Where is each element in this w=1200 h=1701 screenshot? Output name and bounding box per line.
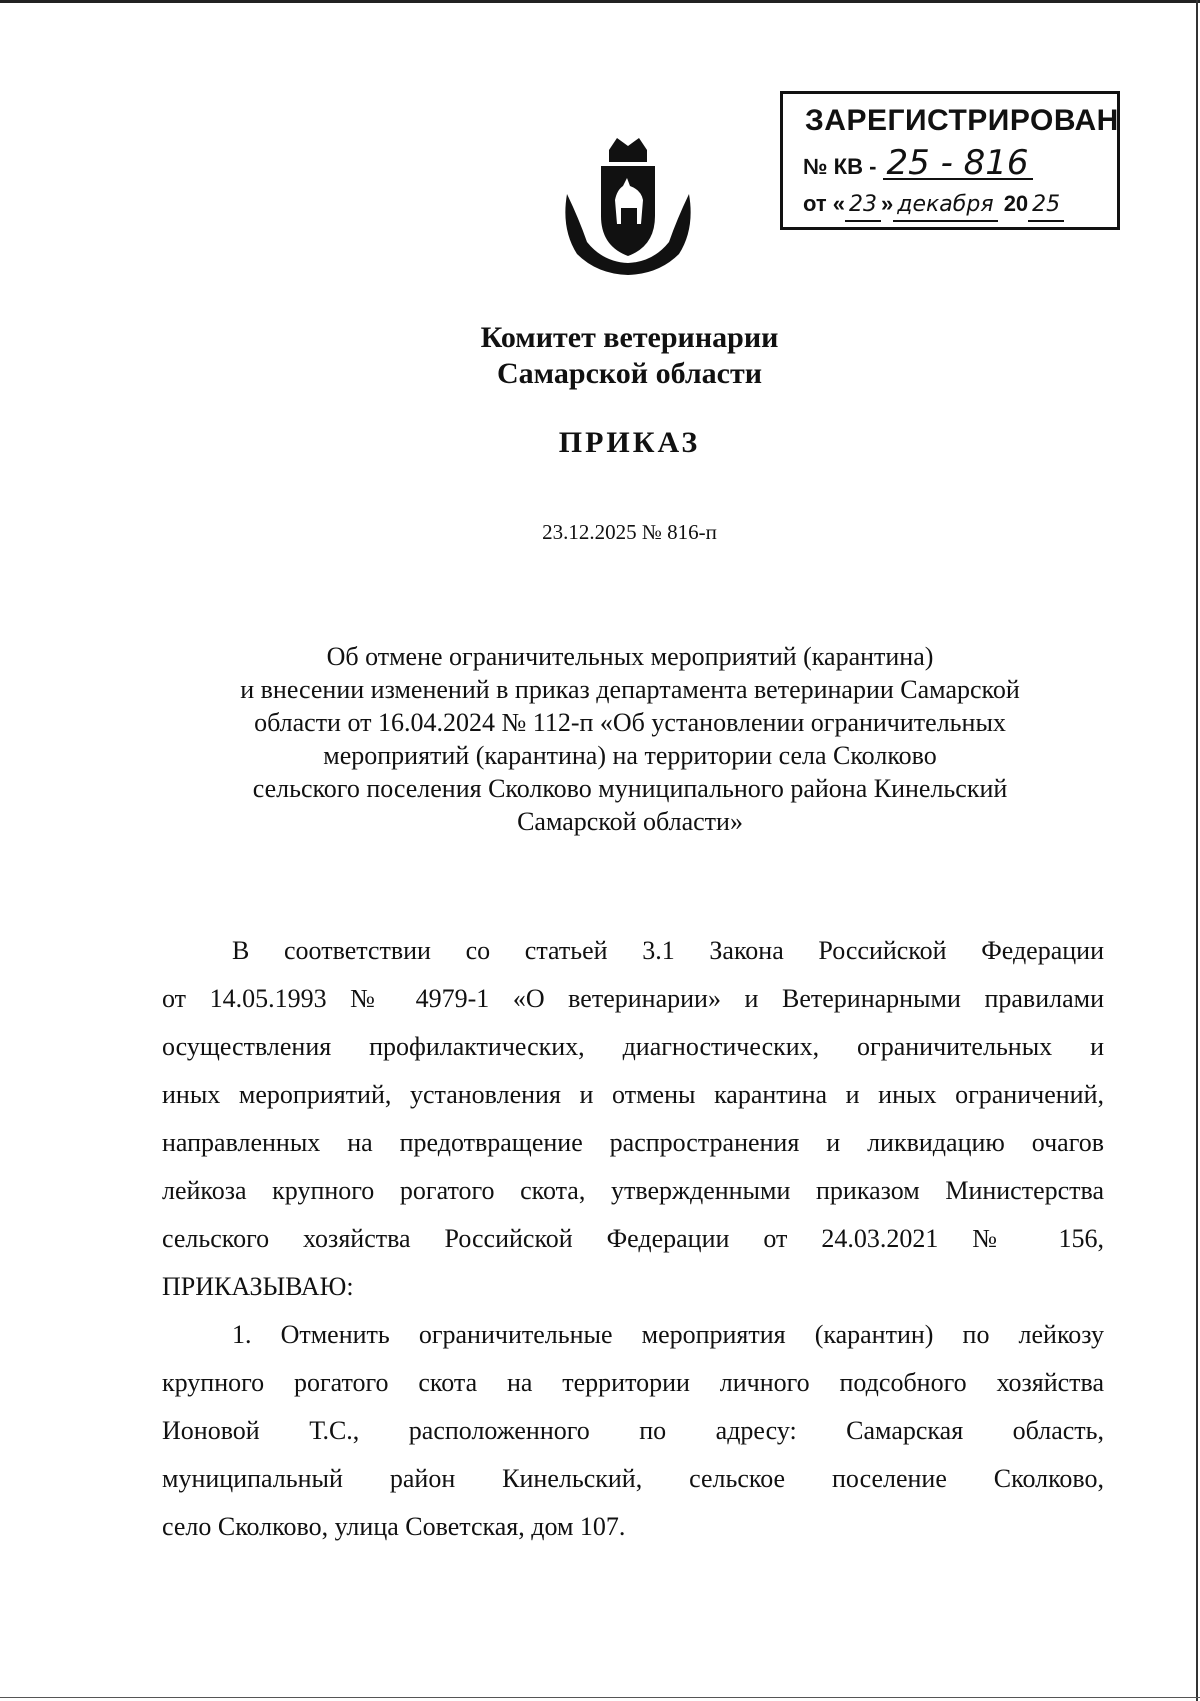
scan-edge-bottom — [0, 1697, 1200, 1698]
stamp-date-day: 23 — [845, 190, 881, 222]
stamp-date-month: декабря — [893, 190, 997, 222]
document-type: ПРИКАЗ — [558, 426, 701, 459]
organization-name-line2: Самарской области — [497, 357, 762, 390]
preamble-line: осуществления профилактических, диагностических, ограничительных и — [162, 1032, 1104, 1061]
preamble-line: В соответствии со статьей 3.1 Закона Российской Федерации — [232, 936, 1104, 965]
item1-line: 1. Отменить ограничительные мероприятия (карантин) по лейкозу — [232, 1320, 1104, 1349]
preamble-line: лейкоза крупного рогатого скота, утвержденными приказом Министерства — [162, 1176, 1104, 1205]
subject-line: Об отмене ограничительных мероприятий (карантина) — [326, 642, 934, 671]
item1-line: муниципальный район Кинельский, сельское поселение Сколково, — [162, 1464, 1104, 1493]
subject-line: сельского поселения Сколково муниципального района Кинельский — [252, 774, 1008, 803]
subject-line: и внесении изменений в приказ департамента ветеринарии Самарской — [240, 675, 1020, 704]
samara-coat-of-arms-icon — [557, 134, 699, 276]
item1-line: Ионовой Т.С., расположенного по адресу: Самарская область, — [162, 1416, 1104, 1445]
document-subject — [160, 640, 1100, 838]
document-body — [162, 927, 1104, 1551]
stamp-number-prefix: № КВ - — [803, 154, 877, 179]
preamble-line: иных мероприятий, установления и отмены карантина и иных ограничений, — [162, 1080, 1104, 1109]
stamp-date-sep: » — [881, 191, 894, 216]
subject-line: мероприятий (карантина) на территории села Сколково — [323, 741, 937, 770]
stamp-number-row — [803, 143, 1033, 183]
subject-line: области от 16.04.2024 № 112-п «Об установлении ограничительных — [254, 708, 1006, 737]
scan-edge-right — [1196, 0, 1198, 1701]
scan-edge-top — [0, 0, 1200, 3]
registration-stamp — [780, 91, 1120, 230]
organization-name-line1: Комитет ветеринарии — [480, 321, 779, 354]
subject-line: Самарской области» — [517, 807, 743, 836]
stamp-title: ЗАРЕГИСТРИРОВАН — [805, 104, 1119, 137]
item1-line: село Сколково, улица Советская, дом 107. — [162, 1512, 626, 1541]
preamble-line: сельского хозяйства Российской Федерации от 24.03.2021 № 156, — [162, 1224, 1104, 1253]
stamp-date-year-suffix: 25 — [1028, 190, 1064, 222]
document-date-number: 23.12.2025 № 816-п — [542, 520, 717, 544]
stamp-number-value: 25 - 816 — [883, 148, 1033, 180]
stamp-date-prefix: от « — [803, 191, 846, 216]
stamp-date-year-prefix: 20 — [1003, 191, 1029, 216]
preamble-line: направленных на предотвращение распространения и ликвидацию очагов — [162, 1128, 1104, 1157]
preamble-line: от 14.05.1993 № 4979-1 «О ветеринарии» и Ветеринарными правилами — [162, 984, 1104, 1013]
item1-line: крупного рогатого скота на территории личного подсобного хозяйства — [162, 1368, 1104, 1397]
preamble-order-word: ПРИКАЗЫВАЮ: — [162, 1272, 354, 1301]
stamp-date-row — [803, 190, 1064, 222]
